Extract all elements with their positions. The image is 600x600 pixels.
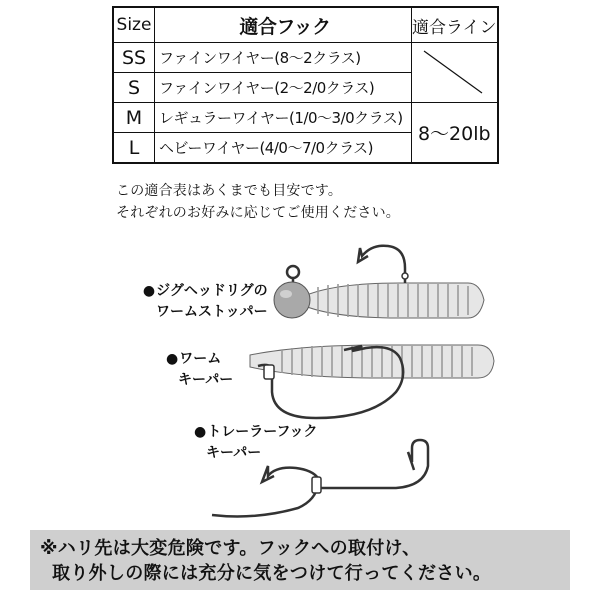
callout-trailer-line-1: トレーラーフック: [207, 424, 318, 440]
header-hook: 適合フック: [155, 7, 412, 43]
jig-eye: [287, 266, 299, 278]
line-value-cell: 8〜20lb: [412, 103, 498, 164]
worm-keeper: [264, 365, 274, 379]
warning-line-1: ※ハリ先は大変危険です。フックへの取付け、: [40, 538, 421, 559]
callout-jig-line-2: ワームストッパー: [156, 304, 268, 320]
table-row: [113, 43, 498, 73]
hook-cell: ヘビーワイヤー(4/0〜7/0クラス): [155, 133, 412, 164]
hook-cell: レギュラーワイヤー(1/0〜3/0クラス): [155, 103, 412, 133]
bullet-icon: ●: [194, 424, 207, 440]
jig-hook: [358, 246, 405, 283]
trailer-keeper: [312, 477, 321, 493]
warning-line-2: 取り外しの際には充分に気をつけて行ってください。: [52, 563, 492, 584]
table-row: [113, 103, 498, 133]
callout-jig-line-1: ジグヘッドリグの: [156, 283, 268, 299]
callout-jig-stopper: [140, 281, 268, 323]
worm-body: [250, 345, 494, 378]
size-cell: M: [113, 103, 155, 133]
size-cell: L: [113, 133, 155, 164]
worm-keeper-rig: [250, 345, 494, 418]
size-cell: S: [113, 73, 155, 103]
callout-trailer-keeper: [194, 422, 318, 464]
bullet-icon: ●: [166, 351, 179, 367]
callout-worm-line-2: キーパー: [178, 372, 234, 388]
warning-box: [30, 530, 570, 590]
header-size: Size: [113, 7, 155, 43]
bullet-icon: ●: [142, 283, 156, 299]
usage-illustration: [0, 230, 600, 530]
hook-cell: ファインワイヤー(8〜2クラス): [155, 43, 412, 73]
not-applicable-slash: [412, 43, 492, 101]
jig-head: [274, 282, 310, 318]
jig-head-rig: [274, 246, 484, 318]
callout-worm-keeper: [166, 349, 233, 391]
line-empty-cell: [412, 43, 498, 103]
note-line-1: この適合表はあくまでも目安です。: [116, 183, 343, 199]
fit-table: [112, 6, 499, 164]
hook-cell: ファインワイヤー(2〜2/0クラス): [155, 73, 412, 103]
callout-worm-line-1: ワーム: [179, 351, 222, 367]
callout-trailer-line-2: キーパー: [206, 445, 262, 461]
note-line-2: それぞれのお好みに応じてご使用ください。: [116, 205, 400, 221]
jig-worm-body: [300, 283, 484, 318]
header-line: 適合ライン: [412, 7, 498, 43]
table-header-row: [113, 7, 498, 43]
trailer-hook: [321, 440, 428, 488]
size-cell: SS: [113, 43, 155, 73]
